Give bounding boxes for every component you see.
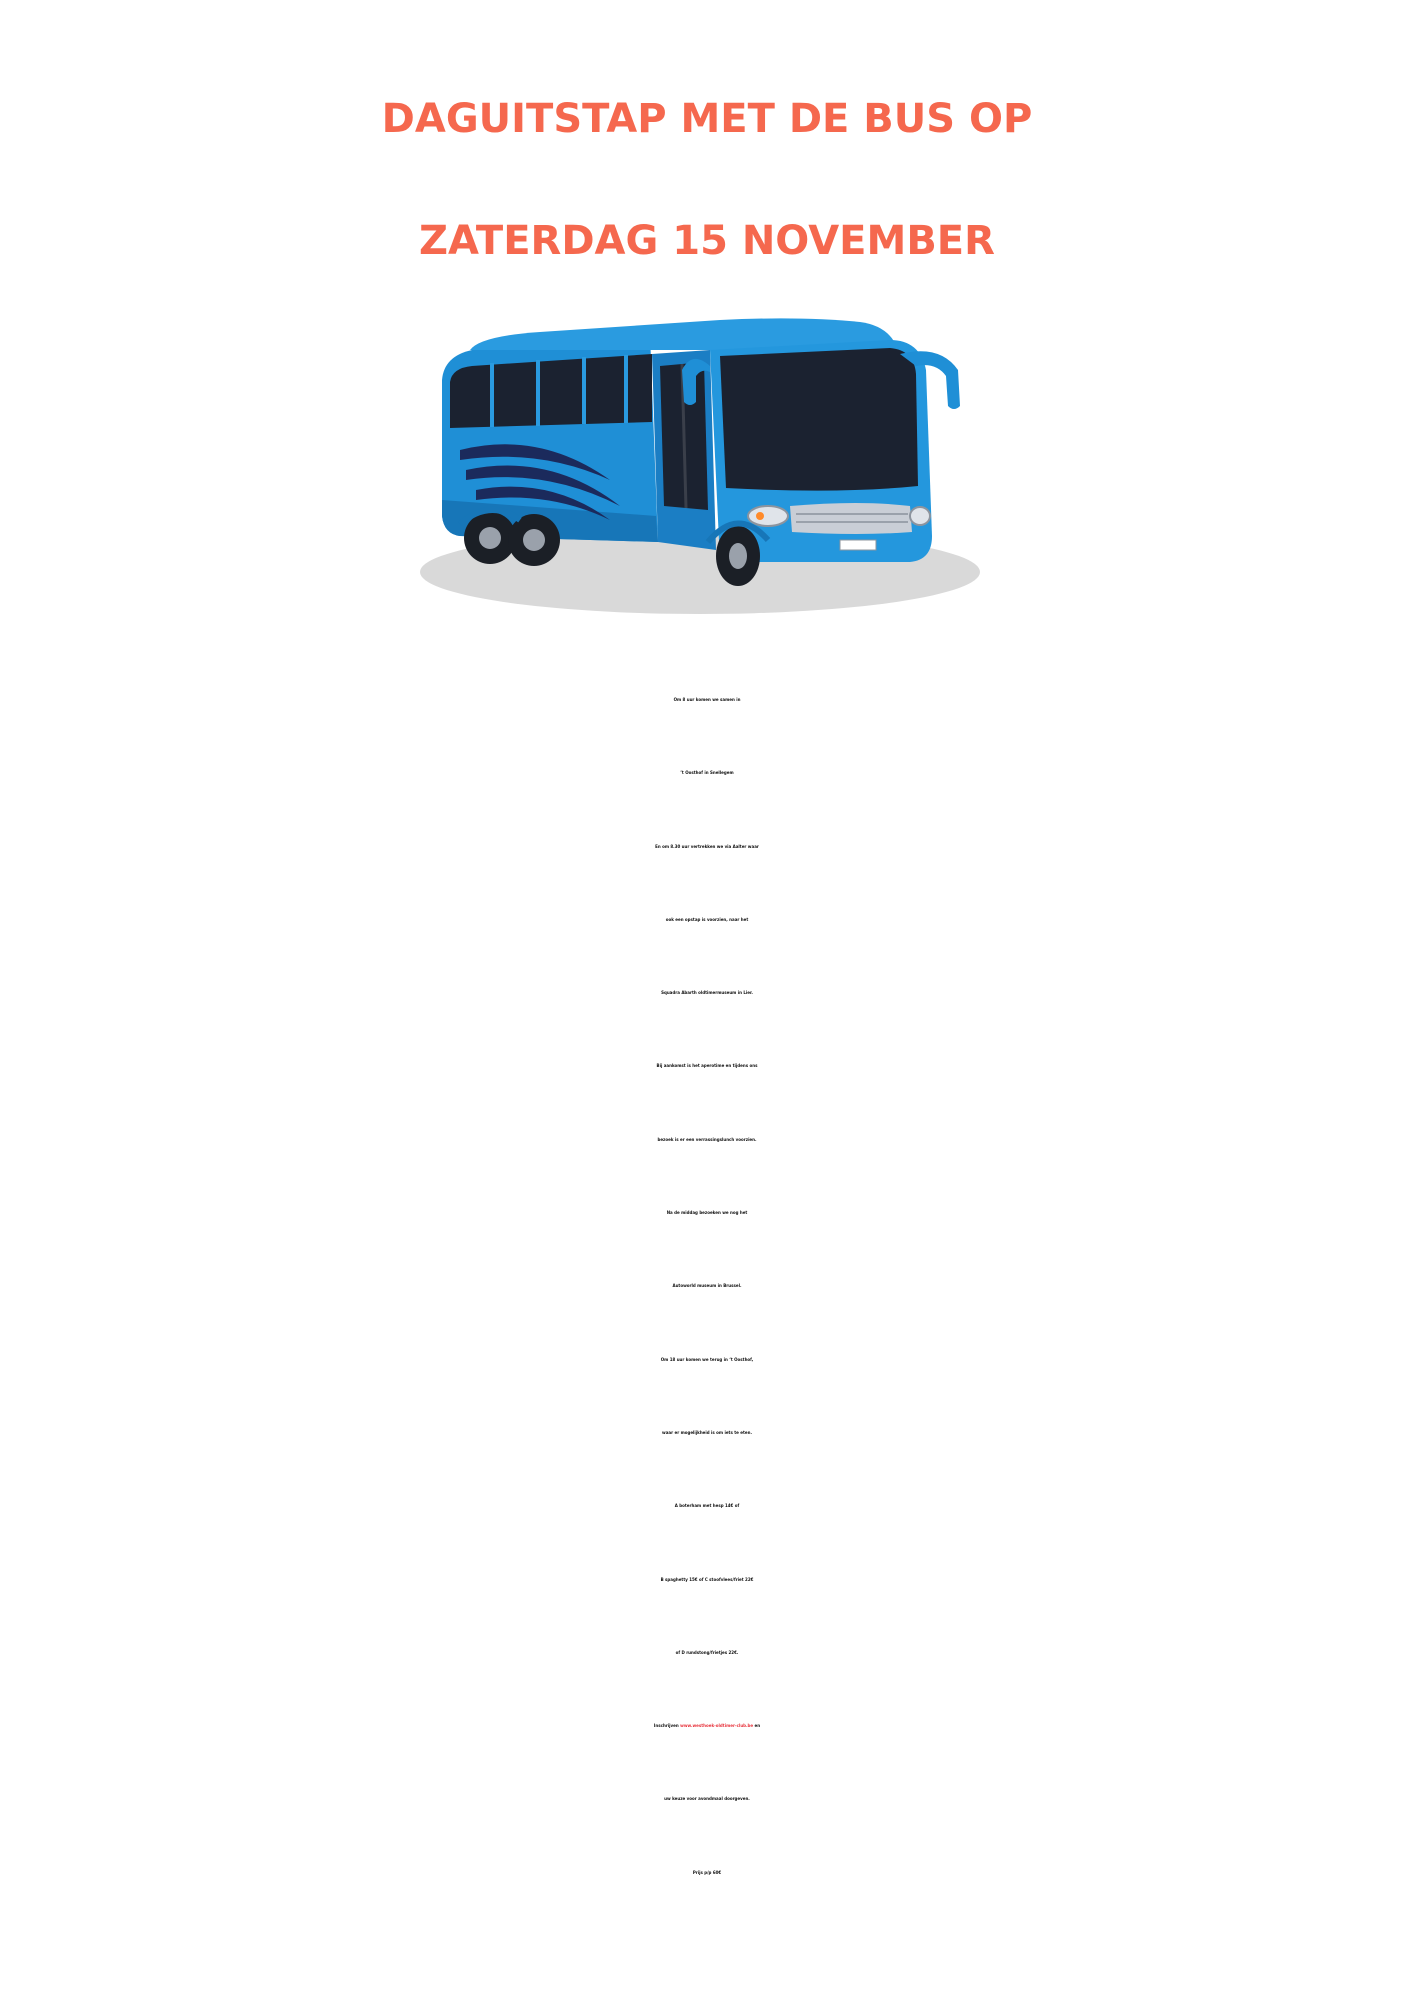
body-line-8: Na de middag bezoeken we nog het: [666, 1210, 748, 1216]
title-line-2: ZATERDAG 15 NOVEMBER: [419, 218, 995, 264]
body-line-6: Bij aankomst is het aperotime en tijdens ons: [656, 1063, 758, 1069]
bus-icon: [420, 310, 1000, 630]
flyer-title: [0, 58, 1414, 302]
body-line-5: Squadra Abarth oldtimermuseum in Lier.: [661, 990, 753, 996]
body-line-9: Autoworld museum in Brussel.: [672, 1283, 742, 1289]
flyer-body: [0, 663, 1414, 1909]
body-line-3: En om 8.30 uur vertrekken we via Aalter waar: [655, 843, 759, 849]
body-line-10: Om 18 uur komen we terug in ‘t Oosthof,: [660, 1356, 754, 1362]
title-line-1: DAGUITSTAP MET DE BUS OP: [381, 96, 1033, 142]
body-line-15: [0, 1689, 1414, 1762]
register-text-suffix: en: [753, 1723, 761, 1729]
price-line: Prijs p/p 60€: [692, 1869, 722, 1875]
club-website-link[interactable]: www.westhoek-oldtimer-club.be: [680, 1723, 754, 1729]
body-line-7: bezoek is er een verrassingslunch voorzien.: [657, 1136, 757, 1142]
body-line-2: ’t Oosthof in Snellegem: [680, 770, 734, 776]
body-line-1: Om 8 uur komen we samen in: [673, 697, 741, 702]
body-line-12: A boterham met hesp 14€ of: [674, 1503, 740, 1509]
body-line-11: waar er mogelijkheid is om iets te eten.: [662, 1429, 752, 1435]
body-line-14: of D rundstong/frietjes 22€.: [675, 1649, 739, 1655]
body-line-13: B spaghetty 15€ of C stoofvlees/friet 22€: [660, 1576, 754, 1582]
register-text: Inschrijven: [653, 1723, 681, 1729]
body-line-4: ook een opstap is voorzien, naar het: [665, 916, 749, 922]
bus-illustration: [420, 310, 1000, 630]
body-line-16: uw keuze voor avondmaal doorgeven.: [664, 1796, 750, 1802]
